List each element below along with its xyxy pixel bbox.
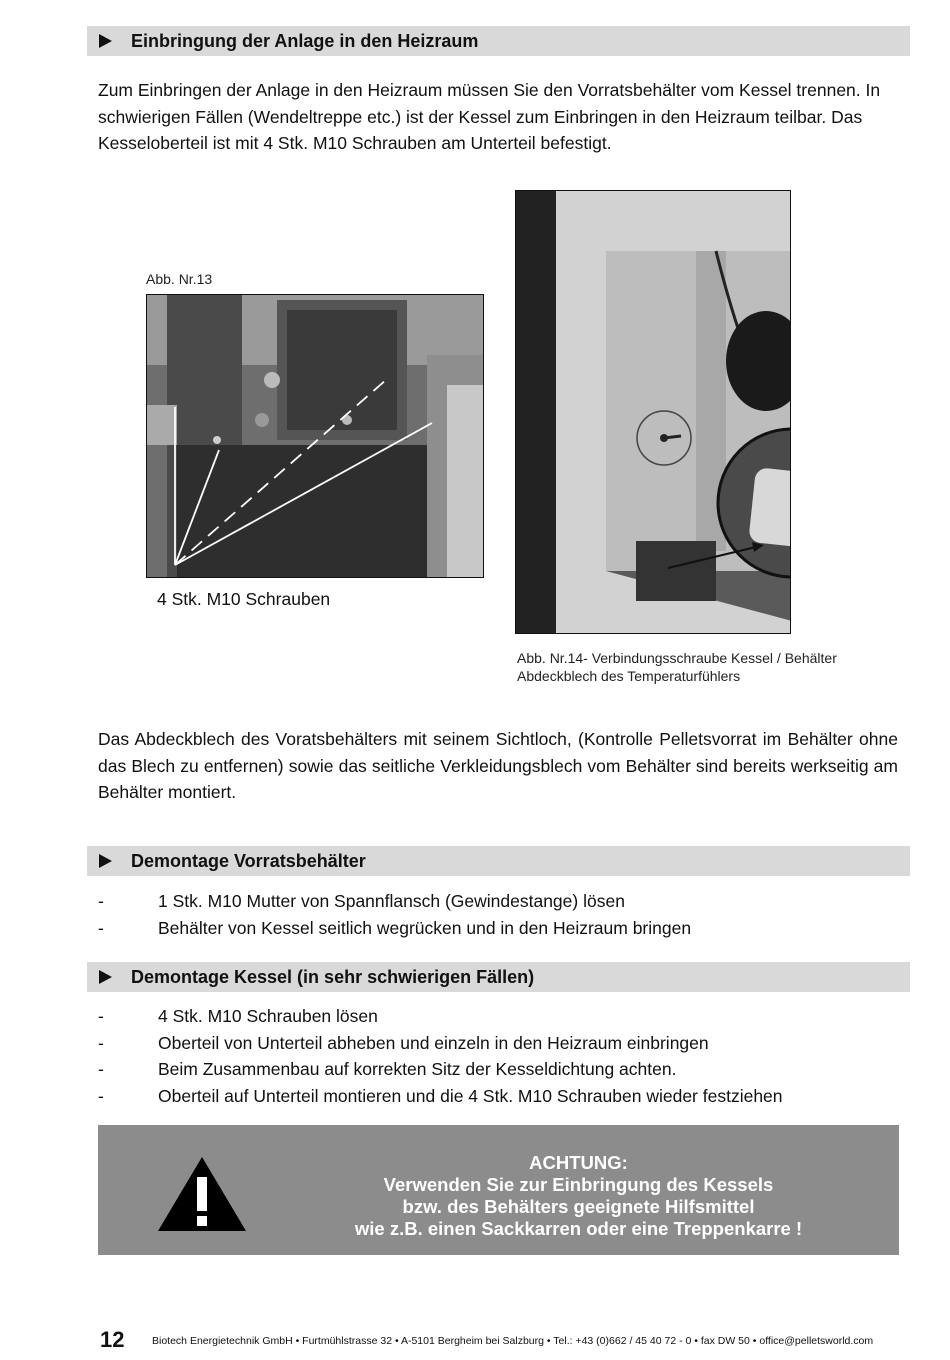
section-heading-demontage-kessel [87,962,910,992]
warning-box [98,1125,899,1255]
demontage-kessel-list [98,1003,910,1110]
triangle-bullet-icon [99,854,112,868]
intro-paragraph: Zum Einbringen der Anlage in den Heizraum müssen Sie den Vorratsbehälter vom Kessel trennen. In schwierigen Fällen (Wendeltreppe etc.) ist der Kessel zum Einbringen in den Heizraum teilbar. Das Kesseloberteil ist mit 4 Stk. M10 Schrauben am Unterteil befestigt. [98,80,881,153]
figure-13-caption: 4 Stk. M10 Schrauben [157,589,331,609]
list-dash: - [98,1006,104,1026]
list-item-text: Oberteil von Unterteil abheben und einzeln in den Heizraum einbringen [158,1032,709,1053]
list-item-text: Oberteil auf Unterteil montieren und die 4 Stk. M10 Schrauben wieder festziehen [158,1086,783,1107]
warning-title: ACHTUNG: [529,1152,628,1173]
list-dash: - [98,891,104,911]
list-item-text: 4 Stk. M10 Schrauben lösen [158,1006,378,1026]
warning-text [278,1152,879,1240]
list-dash: - [98,1059,104,1080]
figure-14-photo [515,190,791,634]
list-item-text: Beim Zusammenbau auf korrekten Sitz der Kesseldichtung achten. [158,1059,677,1080]
list-item [98,915,910,942]
list-item [98,1030,910,1057]
section-heading-demontage-vorratsbehaelter [87,846,910,876]
warning-line: wie z.B. einen Sackkarren oder eine Treppenkarre ! [354,1218,803,1239]
list-item-text: 1 Stk. M10 Mutter von Spannflansch (Gewindestange) lösen [158,891,625,911]
figure-13-label: Abb. Nr.13 [146,271,213,287]
triangle-bullet-icon [99,34,112,48]
warning-line: Verwenden Sie zur Einbringung des Kessels [383,1174,774,1195]
list-dash: - [98,1086,104,1107]
list-dash: - [98,1032,104,1053]
triangle-bullet-icon [99,970,112,984]
warning-line: bzw. des Behälters geeignete Hilfsmittel [402,1196,755,1217]
figure-14-caption-line1: Abb. Nr.14- Verbindungsschraube Kessel / Behälter [517,650,837,666]
section-heading-text: Einbringung der Anlage in den Heizraum [131,30,479,51]
list-item [98,1056,910,1083]
page-number: 12 [100,1327,125,1352]
cover-plate-paragraph: Das Abdeckblech des Voratsbehälters mit seinem Sichtloch, (Kontrolle Pelletsvorrat im Behälter ohne das Blech zu entfernen) sowie das seitliche Verkleidungsblech vom Behälter sind bereits werkseitig am Behälter montiert. [98,729,898,802]
figure-13-photo [146,294,484,578]
page-footer [0,1328,950,1352]
list-item [98,1003,910,1030]
demontage-vorratsbehaelter-list [98,888,910,941]
section-heading-text: Demontage Kessel (in sehr schwierigen Fällen) [131,966,535,987]
list-item-text: Behälter von Kessel seitlich wegrücken und in den Heizraum bringen [158,917,692,938]
section-heading-text: Demontage Vorratsbehälter [131,850,366,871]
section-heading-einbringung [87,26,910,56]
list-dash: - [98,917,104,938]
warning-triangle-icon [156,1155,248,1238]
list-item [98,888,910,915]
list-item [98,1083,910,1110]
figure-14-caption-line2: Abdeckblech des Temperaturfühlers [517,668,741,684]
footer-address: Biotech Energietechnik GmbH • Furtmühlstrasse 32 • A-5101 Bergheim bei Salzburg • Tel.: +43 (0)662 / 45 40 72 - 0 • fax DW 50 • office@pelletsworld.com [152,1335,874,1347]
